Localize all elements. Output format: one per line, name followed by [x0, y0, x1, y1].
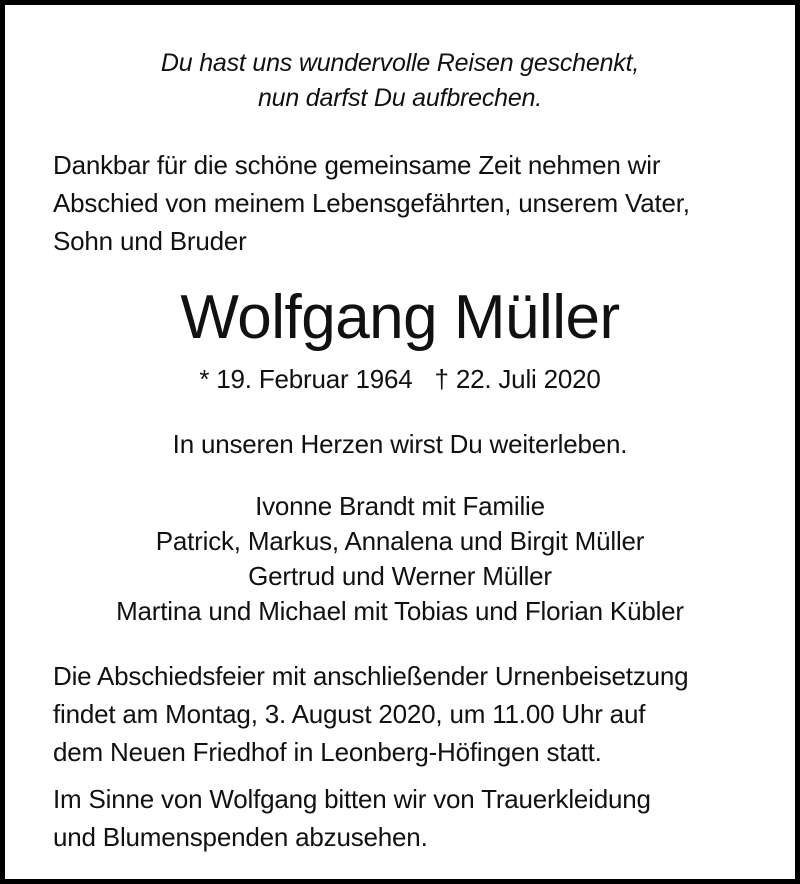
request-line-1: Im Sinne von Wolfgang bitten wir von Trauerkleidung: [53, 784, 651, 814]
intro-line-2: Abschied von meinem Lebensgefährten, unserem Vater,: [53, 188, 690, 218]
tribute-line: In unseren Herzen wirst Du weiterleben.: [172, 429, 628, 459]
intro-line-3: Sohn und Bruder: [53, 226, 247, 256]
mourner-line: Ivonne Brandt mit Familie: [255, 491, 545, 521]
mourner-line: Martina und Michael mit Tobias und Florian Kübler: [116, 596, 684, 626]
ceremony-line-1: Die Abschiedsfeier mit anschließender Urnenbeisetzung: [53, 661, 689, 691]
mourner-line: Patrick, Markus, Annalena und Birgit Müller: [155, 526, 645, 556]
motto-line-2: nun darfst Du aufbrechen.: [257, 84, 543, 112]
intro-line-1: Dankbar für die schöne gemeinsame Zeit nehmen wir: [53, 150, 661, 180]
request-line-2: und Blumenspenden abzusehen.: [53, 822, 428, 852]
death-date: † 22. Juli 2020: [434, 364, 601, 394]
ceremony-line-2: findet am Montag, 3. August 2020, um 11.00 Uhr auf: [53, 699, 646, 729]
birth-date: * 19. Februar 1964: [199, 364, 413, 394]
mourner-line: Gertrud und Werner Müller: [248, 561, 552, 591]
motto-line-1: Du hast uns wundervolle Reisen geschenkt,: [160, 49, 640, 77]
ceremony-line-3: dem Neuen Friedhof in Leonberg-Höfingen statt.: [53, 737, 602, 767]
deceased-name: Wolfgang Müller: [180, 283, 620, 352]
life-dates: [5, 364, 795, 394]
